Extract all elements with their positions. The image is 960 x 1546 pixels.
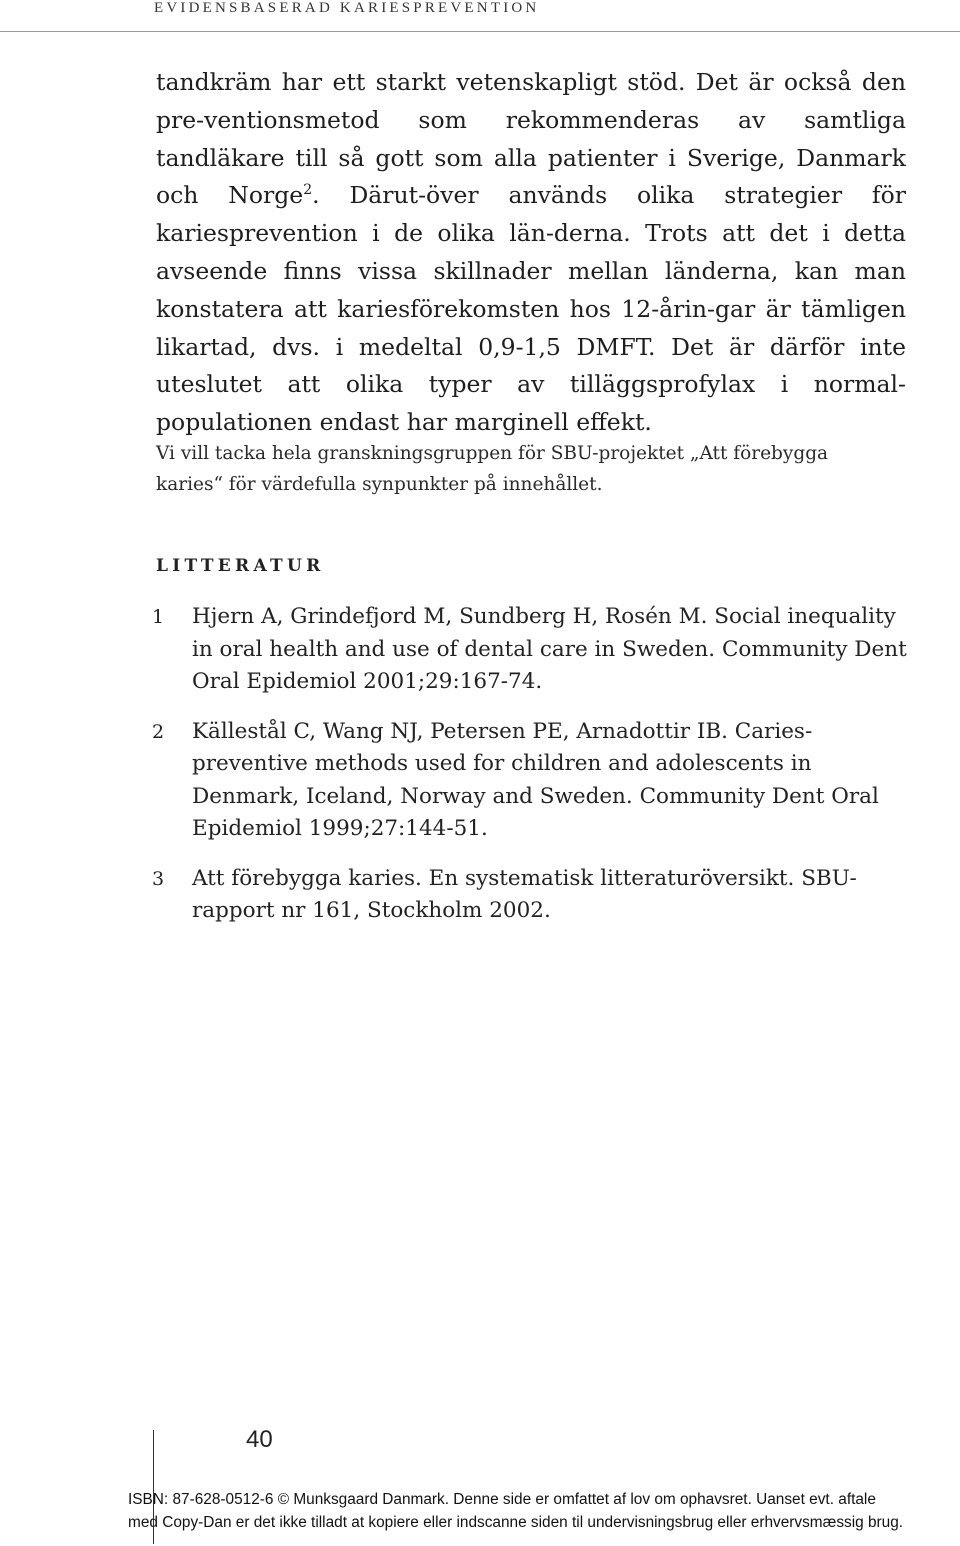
reference-text: Hjern A, Grindefjord M, Sundberg H, Rosén M. Social inequality in oral health and use of dental care in Sweden. Community Dent Oral Epidemiol 2001;29:167-74. (192, 604, 907, 694)
reference-text: Källestål C, Wang NJ, Petersen PE, Arnadottir IB. Caries-preventive methods used for children and adolescents in Denmark, Iceland, Norway and Sweden. Community Dent Oral Epidemiol 1999;27:144-51. (192, 718, 879, 841)
acknowledgement-paragraph: Vi vill tacka hela granskningsgruppen för SBU-projektet „Att förebygga karies“ för värdefulla synpunkter på innehållet. (156, 443, 829, 495)
header-divider (0, 31, 960, 32)
reference-item (152, 863, 912, 928)
reference-number: 1 (152, 606, 165, 628)
reference-list (152, 601, 912, 945)
reference-item (152, 716, 912, 846)
running-head: EVIDENSBASERAD KARIESPREVENTION (154, 0, 540, 16)
reference-text: Att förebygga karies. En systematisk litteraturöversikt. SBU-rapport nr 161, Stockholm 2002. (192, 865, 857, 923)
footnote-ref: 2 (303, 182, 313, 199)
body-paragraph (156, 64, 906, 442)
body-text-part-2: . Därut-över används olika strategier för kariesprevention i de olika län-derna. Trots att det i detta avseende finns vissa skillnader mellan länderna, kan man konstatera att kariesförekomsten hos 12-årin-gar är tämligen likartad, dvs. i medeltal 0,9-1,5 DMFT. Det är därför inte uteslutet att olika typer av tilläggsprofylax i normal-populationen endast har marginell effekt. (156, 181, 907, 437)
copyright-imprint (128, 1488, 958, 1534)
references-heading: LITTERATUR (156, 556, 325, 576)
page-number: 40 (246, 1426, 273, 1453)
reference-number: 3 (152, 867, 165, 890)
body-text-part-1: tandkräm har ett starkt vetenskapligt stöd. Det är också den pre-ventionsmetod som rekommenderas av samtliga tandläkare till så gott som alla patienter i Sverige, Danmark och Norge (156, 68, 906, 210)
reference-item (152, 601, 912, 699)
imprint-line-1: ISBN: 87-628-0512-6 © Munksgaard Danmark. Denne side er omfattet af lov om ophavsret. Uanset evt. aftale (128, 1491, 876, 1508)
imprint-line-2: med Copy-Dan er det ikke tilladt at kopiere eller indscanne siden til undervisningsbrug eller erhvervsmæssig brug. (128, 1514, 904, 1531)
reference-number: 2 (152, 720, 165, 743)
